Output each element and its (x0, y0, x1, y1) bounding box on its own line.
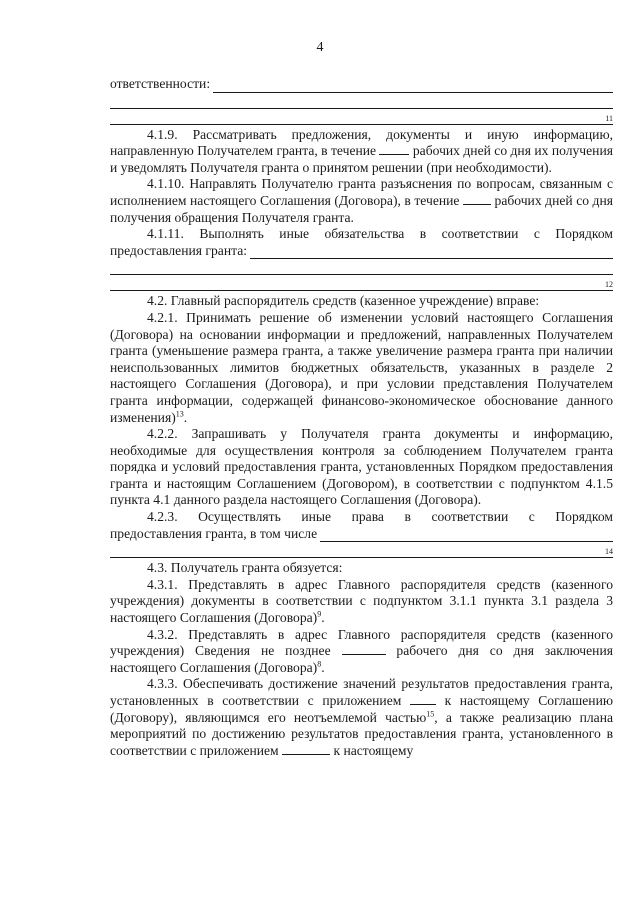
blank-line-footnoted (110, 547, 613, 558)
appendix-blank (410, 693, 436, 705)
footnote-ref-9: 9 (317, 609, 322, 619)
clause-4-3-3: 4.3.3. Обеспечивать достижение значений результатов предоставления гранта, установленных в соответствии с приложением к настоящему Соглашению (Договору), являющимся его неотъемлемой частью$^{15}$, а также реализацию плана мероприятий по достижению результатов предоставления гранта, установленного в соответствии с приложением к настоящему (110, 676, 613, 758)
blank-line (110, 107, 613, 109)
page-number: 4 (316, 40, 324, 55)
blank-line-footnoted (110, 280, 613, 291)
clause-4-2-2: 4.2.2. Запрашивать у Получателя гранта документы и информацию, необходимые для осуществления контроля за соблюдением Получателем гранта порядка и условий предоставления гранта, установленных Порядком предоставления гранта и настоящим Соглашением (Договором), в соответствии с подпунктом 4.1.5 пункта 4.1 данного раздела настоящего Соглашения (Договора). (110, 426, 613, 508)
blank-line (110, 273, 613, 275)
clause-4-2-3-line: предоставления гранта, в том числе (110, 526, 613, 543)
clause-4-2-1: 4.2.1. Принимать решение об изменении условий настоящего Соглашения (Договора) на основании информации и предложений, направленных Получателем гранта (уменьшение размера гранта, а также увеличение размера гранта при наличии неиспользованных лимитов бюджетных обязательств, указанных в разделе 2 настоящего Соглашения (Договора), и при условии представления Получателем гранта информации, содержащей финансово-экономическое обоснование данного изменения)$^{13}$. (110, 309, 613, 425)
document-body (110, 76, 613, 759)
rights-blank (320, 529, 613, 542)
responsibility-blank (213, 80, 613, 93)
footnote-ref-8: 8 (317, 659, 322, 669)
appendix-blank (282, 743, 330, 755)
footnote-ref-13: 13 (175, 408, 184, 418)
clause-4-1-9: 4.1.9. Рассматривать предложения, документы и иную информацию, направленную Получателем гранта, в течение рабочих дней со дня их получения и уведомлять Получателя гранта о принятом решении (при необходимости). (110, 126, 613, 175)
days-blank (463, 193, 491, 205)
clause-4-3-2: 4.3.2. Представлять в адрес Главного распорядителя средств (казенного учреждения) Сведения не позднее рабочего дня со дня заключения настоящего Соглашения (Договора)$^8$. (110, 626, 613, 675)
responsibility-line (110, 76, 613, 93)
clause-4-1-11-line: предоставления гранта: (110, 243, 613, 260)
clause-4-1-11: 4.1.11. Выполнять иные обязательства в соответствии с Порядком (147, 226, 613, 242)
day-blank (342, 643, 386, 655)
days-blank (379, 143, 409, 155)
footnote-ref-15: 15 (426, 709, 435, 719)
footnote-ref-11: 11 (605, 113, 613, 123)
clause-4-1-10: 4.1.10. Направлять Получателю гранта разъяснения по вопросам, связанным с исполнением настоящего Соглашения (Договора), в течение рабочих дней со дня получения обращения Получателя гранта. (110, 176, 614, 225)
clause-4-2: 4.2. Главный распорядитель средств (казенное учреждение) вправе: (147, 293, 540, 309)
footnote-ref-12: 12 (605, 280, 613, 290)
clause-4-3-1: 4.3.1. Представлять в адрес Главного распорядителя средств (казенного учреждения) документы в соответствии с подпунктом 3.1.1 пункта 3.1 раздела 3 настоящего Соглашения (Договора)$^9$. (110, 576, 613, 626)
clause-4-3: 4.3. Получатель гранта обязуется: (147, 560, 343, 576)
footnote-ref-14: 14 (605, 547, 613, 557)
obligations-blank (250, 246, 613, 259)
blank-line-footnoted (110, 113, 613, 125)
responsibility-label: ответственности: (110, 76, 211, 91)
clause-4-2-3: 4.2.3. Осуществлять иные права в соответствии с Порядком (147, 509, 613, 525)
